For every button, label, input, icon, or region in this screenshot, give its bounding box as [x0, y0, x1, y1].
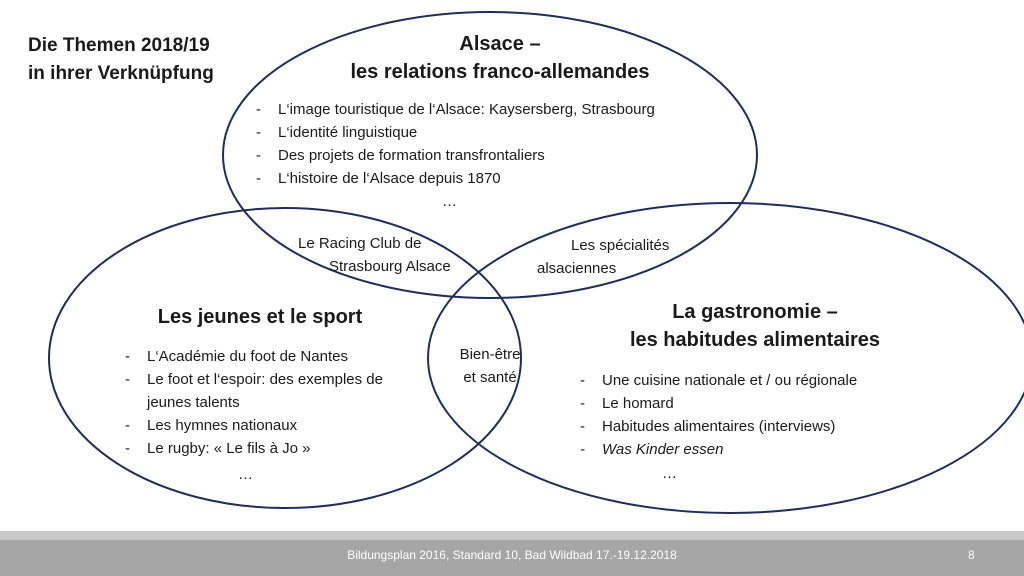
overlap-bien-etre-line1: Bien-être — [459, 346, 521, 363]
overlap-specialites — [537, 234, 717, 280]
list-item: - Des projets de formation transfrontaliers — [256, 144, 736, 167]
list-item: - Le homard — [580, 392, 920, 415]
list-item: - Le foot et l‘espoir: des exemples de jeunes talents — [125, 368, 415, 414]
footer-text: Bildungsplan 2016, Standard 10, Bad Wildbad 17.-19.12.2018 — [347, 548, 677, 562]
gastronomie-ellipsis: … — [662, 465, 677, 482]
overlap-racing-club-line2: Strasbourg Alsace — [329, 258, 451, 275]
list-item: - Habitudes alimentaires (interviews) — [580, 415, 920, 438]
list-item: - L‘histoire de l‘Alsace depuis 1870 — [256, 167, 736, 190]
list-item: - Une cuisine nationale et / ou régionale — [580, 369, 920, 392]
overlap-bien-etre — [445, 343, 535, 389]
gastronomie-list — [580, 369, 920, 461]
alsace-ellipsis: … — [442, 193, 457, 210]
alsace-list — [256, 98, 736, 190]
list-item: - Les hymnes nationaux — [125, 414, 415, 437]
alsace-title-line2: les relations franco-allemandes — [350, 61, 650, 83]
page-number: 8 — [968, 548, 975, 562]
page-title — [28, 32, 214, 88]
footer-stripe — [0, 531, 1024, 540]
list-item: - Le rugby: « Le fils à Jo » — [125, 437, 415, 460]
overlap-racing-club — [298, 232, 498, 278]
page-title-line1: Die Themen 2018/19 — [28, 35, 210, 56]
overlap-bien-etre-line2: et santé — [463, 369, 517, 386]
overlap-specialites-line1: Les spécialités — [571, 237, 670, 254]
list-item: - L‘image touristique de l‘Alsace: Kaysersberg, Strasbourg — [256, 98, 736, 121]
sport-title: Les jeunes et le sport — [157, 306, 363, 328]
list-item: - Was Kinder essen — [580, 438, 920, 461]
gastronomie-title — [590, 298, 920, 354]
alsace-title — [300, 30, 700, 86]
overlap-racing-club-line1: Le Racing Club de — [298, 235, 422, 252]
list-item: - L‘Académie du foot de Nantes — [125, 345, 415, 368]
sport-ellipsis: … — [238, 466, 253, 483]
gastronomie-title-line2: les habitudes alimentaires — [629, 329, 881, 351]
list-item: - L‘identité linguistique — [256, 121, 736, 144]
page-title-line2: in ihrer Verknüpfung — [28, 63, 214, 84]
sport-list — [125, 345, 415, 460]
overlap-specialites-line2: alsaciennes — [537, 260, 617, 277]
alsace-title-line1: Alsace – — [459, 33, 541, 55]
gastronomie-title-line1: La gastronomie – — [672, 301, 838, 323]
